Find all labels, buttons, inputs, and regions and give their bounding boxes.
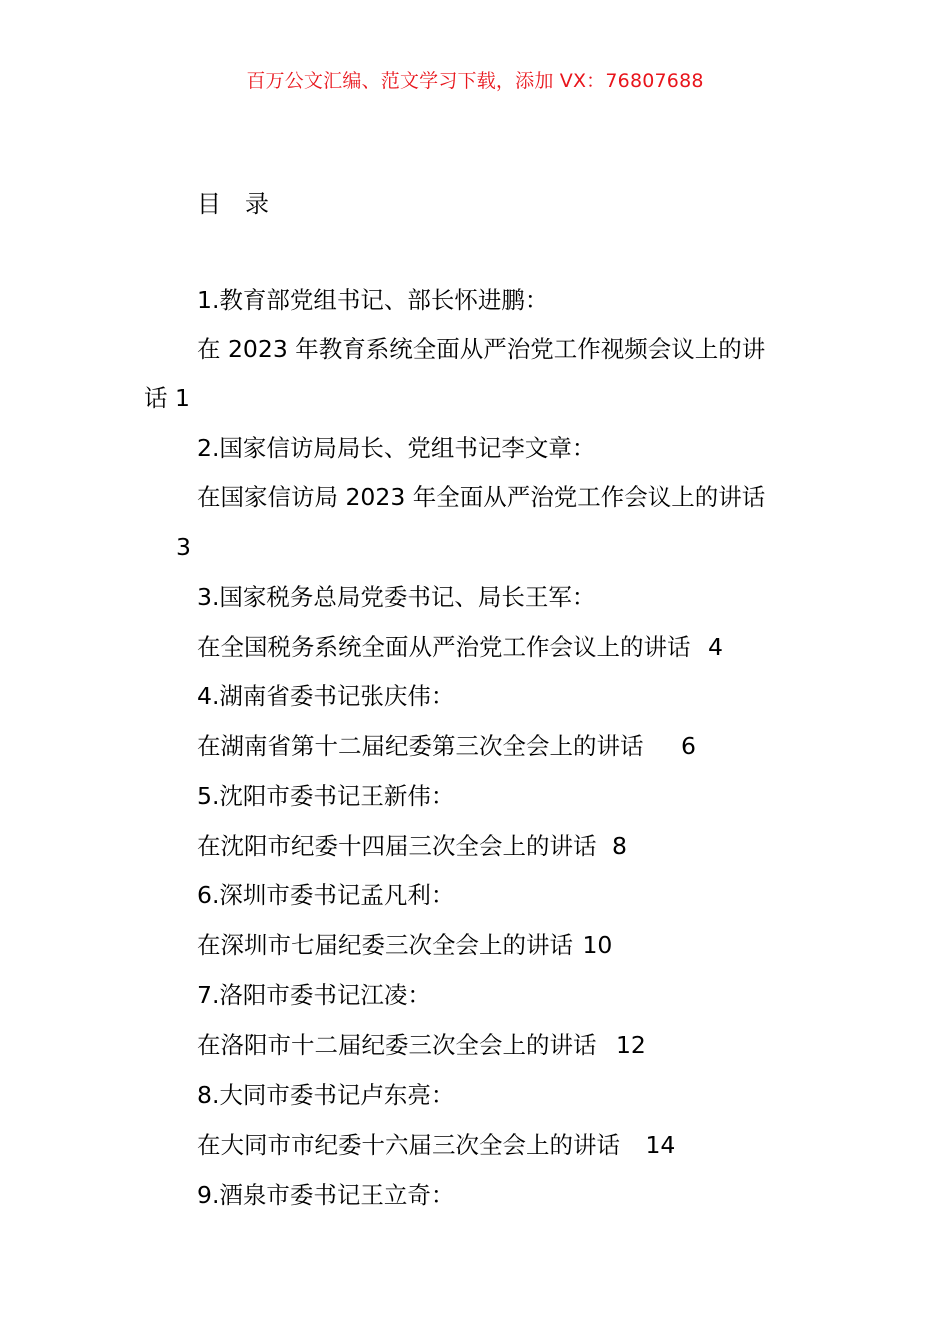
- watermark-header: 百万公文汇编、范文学习下载，添加 VX：76807688: [246, 70, 704, 92]
- toc-entry-5-title: 在沈阳市纪委十四届三次全会上的讲话: [197, 832, 597, 860]
- toc-title-left: 目: [197, 190, 221, 218]
- toc-entry-2-heading: 2.国家信访局局长、党组书记李文章：: [197, 434, 596, 462]
- toc-entry-3-title: 在全国税务系统全面从严治党工作会议上的讲话: [197, 633, 691, 661]
- toc-entry-8-title: 在大同市市纪委十六届三次全会上的讲话: [197, 1131, 620, 1159]
- toc-title: [197, 184, 269, 219]
- toc-entry-4-page: 6: [680, 732, 696, 760]
- toc-entry-6-heading: 6.深圳市委书记孟凡利：: [197, 881, 455, 909]
- toc-entry-7-heading: 7.洛阳市委书记江凌：: [197, 981, 431, 1009]
- toc-entry-4-title: 在湖南省第十二届纪委第三次全会上的讲话: [197, 732, 644, 760]
- toc-entry-1-heading: 1.教育部党组书记、部长怀进鹏：: [197, 286, 549, 314]
- toc-entry-3-row: [197, 632, 723, 662]
- toc-entry-1-page: 1: [174, 384, 190, 412]
- toc-entry-8-heading: 8.大同市委书记卢东亮：: [197, 1081, 455, 1109]
- toc-entry-6-title: 在深圳市七届纪委三次全会上的讲话: [197, 931, 573, 959]
- toc-entry-1-title-tail: 话: [144, 384, 168, 412]
- toc-entry-7-row: [197, 1030, 646, 1060]
- toc-entry-6-row: [197, 930, 612, 960]
- toc-entry-2-page: 3: [176, 533, 191, 561]
- toc-entry-3-heading: 3.国家税务总局党委书记、局长王军：: [197, 583, 596, 611]
- toc-entry-1-title-cont: [144, 383, 190, 413]
- toc-entry-6-page: 10: [582, 931, 613, 959]
- toc-entry-5-page: 8: [611, 832, 627, 860]
- toc-entry-8-row: [197, 1130, 675, 1160]
- toc-entry-7-title: 在洛阳市十二届纪委三次全会上的讲话: [197, 1031, 597, 1059]
- toc-entry-5-heading: 5.沈阳市委书记王新伟：: [197, 782, 455, 810]
- toc-title-right: 录: [245, 190, 269, 218]
- toc-entry-3-page: 4: [707, 633, 723, 661]
- toc-entry-2-title: 在国家信访局 2023 年全面从严治党工作会议上的讲话: [197, 483, 766, 511]
- toc-entry-5-row: [197, 831, 627, 861]
- toc-entry-4-row: [197, 731, 696, 761]
- toc-entry-1-title: 在 2023 年教育系统全面从严治党工作视频会议上的讲: [197, 335, 766, 363]
- toc-entry-7-page: 12: [615, 1031, 646, 1059]
- toc-entry-9-heading: 9.酒泉市委书记王立奇：: [197, 1181, 455, 1209]
- toc-entry-8-page: 14: [645, 1131, 676, 1159]
- toc-entry-4-heading: 4.湖南省委书记张庆伟：: [197, 682, 455, 710]
